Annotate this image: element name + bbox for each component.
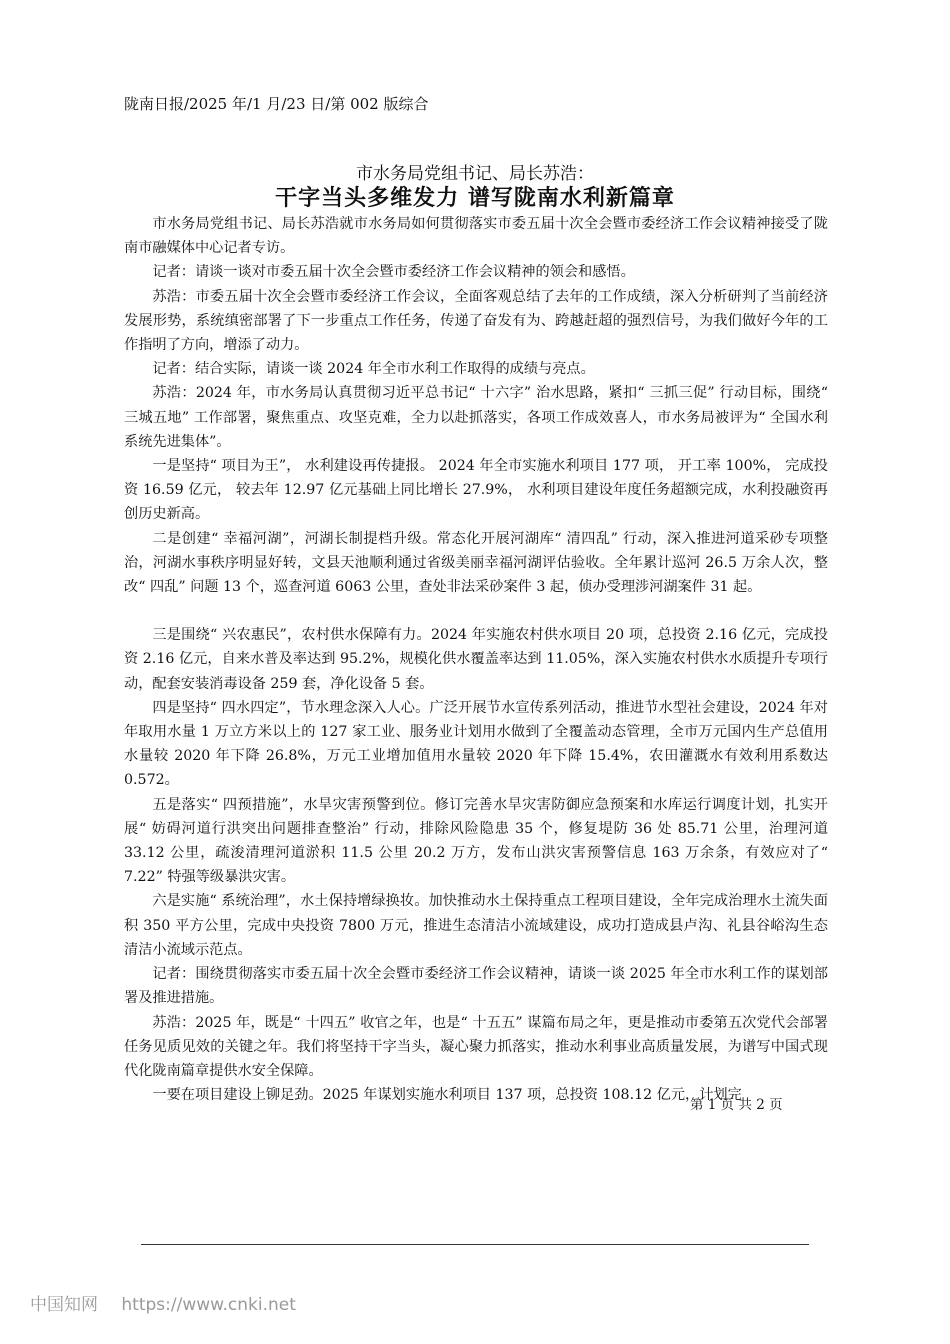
paragraph: 苏浩：2024 年，市水务局认真贯彻习近平总书记“ 十六字” 治水思路，紧扣“ 三抓三促” 行动目标，围绕“ 三城五地” 工作部署，聚焦重点、攻坚克难，全力以赴抓落实，各项工作成效喜人，市水务局被评为“ 全国水利系统先进集体”。 bbox=[124, 385, 828, 450]
article-subtitle: 市水务局党组书记、局长苏浩： bbox=[356, 164, 594, 184]
article-title: 干字当头多维发力 谱写陇南水利新篇章 bbox=[275, 186, 675, 211]
cnki-watermark bbox=[30, 1293, 296, 1317]
footer-divider bbox=[141, 1244, 809, 1245]
article-body bbox=[124, 212, 828, 1107]
paragraph: 市水务局党组书记、局长苏浩就市水务局如何贯彻落实市委五届十次全会暨市委经济工作会议精神接受了陇南市融媒体中心记者专访。 bbox=[124, 216, 828, 257]
paragraph: 一要在项目建设上铆足劲。2025 年谋划实施水利项目 137 项，总投资 108.12 亿元，计划完 bbox=[152, 1087, 742, 1104]
paragraph: 一是坚持“ 项目为王”， 水利建设再传捷报。 2024 年全市实施水利项目 177 项， 开工率 100%， 完成投资 16.59 亿元， 较去年 12.97 亿元基础上同比增长 27.9%， 水利项目建设年度任务超额完成，水利投融资再创历史新高。 bbox=[124, 458, 828, 523]
paragraph: 六是实施“ 系统治理”，水土保持增绿换妆。加快推动水土保持重点工程项目建设，全年完成治理水土流失面积 350 平方公里，完成中央投资 7800 万元，推进生态清洁小流域建设，成功打造成县卢沟、礼县谷峪沟生态清洁小流域示范点。 bbox=[124, 893, 828, 958]
paragraph: 三是围绕“ 兴农惠民”，农村供水保障有力。2024 年实施农村供水项目 20 项，总投资 2.16 亿元，完成投资 2.16 亿元，自来水普及率达到 95.2%，规模化供水覆盖率达到 11.05%，深入实施农村供水水质提升专项行动，配套安装消毒设备 259 套，净化设备 5 套。 bbox=[124, 627, 828, 692]
publication-source: 陇南日报/2025 年/1 月/23 日/第 002 版综合 bbox=[124, 95, 429, 113]
paragraph: 四是坚持“ 四水四定”，节水理念深入人心。广泛开展节水宣传系列活动，推进节水型社会建设，2024 年对年取用水量 1 万立方米以上的 127 家工业、服务业计划用水做到了全覆盖动态管理，全市万元国内生产总值用水量较 2020 年下降 26.8%，万元工业增加值用水量较 2020 年下降 15.4%，农田灌溉水有效利用系数达 0.572。 bbox=[124, 699, 828, 789]
paragraph-gap bbox=[124, 599, 828, 623]
paragraph: 记者：请谈一谈对市委五届十次全会暨市委经济工作会议精神的领会和感悟。 bbox=[152, 264, 635, 281]
page-number: 第 1 页 共 2 页 bbox=[690, 1097, 783, 1113]
paragraph: 苏浩：2025 年，既是“ 十四五” 收官之年，也是“ 十五五” 谋篇布局之年，更是推动市委第五次党代会部署任务见质见效的关键之年。我们将坚持干字当头，凝心聚力抓落实，推动水利事业高质量发展，为谱写中国式现代化陇南篇章提供水安全保障。 bbox=[124, 1014, 828, 1079]
watermark-url: https://www.cnki.net bbox=[121, 1295, 296, 1315]
paragraph: 记者：围绕贯彻落实市委五届十次全会暨市委经济工作会议精神，请谈一谈 2025 年全市水利工作的谋划部署及推进措施。 bbox=[124, 966, 828, 1007]
paragraph: 五是落实“ 四预措施”，水旱灾害预警到位。修订完善水旱灾害防御应急预案和水库运行调度计划，扎实开展“ 妨碍河道行洪突出问题排查整治” 行动，排除风险隐患 35 个，修复堤防 36 处 85.71 公里，治理河道 33.12 公里，疏浚清理河道淤积 11.5 公里 20.2 万方，发布山洪灾害预警信息 163 万余条，有效应对了“ 7.22” 特强等级暴洪灾害。 bbox=[124, 796, 828, 886]
paragraph: 记者：结合实际，请谈一谈 2024 年全市水利工作取得的成绩与亮点。 bbox=[152, 361, 595, 378]
paragraph: 二是创建“ 幸福河湖”，河湖长制提档升级。常态化开展河湖库“ 清四乱” 行动，深入推进河道采砂专项整治，河湖水事秩序明显好转，文县天池顺利通过省级美丽幸福河湖评估验收。全年累计巡河 26.5 万余人次，整改“ 四乱” 问题 13 个，巡查河道 6063 公里，查处非法采砂案件 3 起，侦办受理涉河湖案件 31 起。 bbox=[124, 530, 828, 596]
paragraph: 苏浩：市委五届十次全会暨市委经济工作会议，全面客观总结了去年的工作成绩，深入分析研判了当前经济发展形势，系统缜密部署了下一步重点工作任务，传递了奋发有为、跨越赶超的强烈信号，为我们做好今年的工作指明了方向，增添了动力。 bbox=[124, 288, 828, 354]
watermark-brand: 中国知网 bbox=[30, 1295, 98, 1315]
